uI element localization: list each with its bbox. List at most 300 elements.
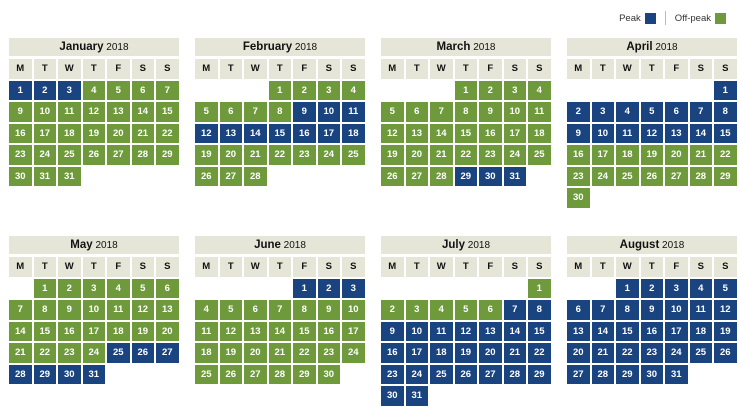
month-header [9,38,179,56]
day-cell-peak[interactable]: 23 [641,343,664,363]
day-cell-offpeak[interactable]: 11 [195,322,218,342]
day-cell-offpeak[interactable]: 11 [107,300,130,320]
day-cell-offpeak[interactable]: 21 [244,145,267,165]
day-cell-peak[interactable]: 1 [293,279,316,299]
day-cell-offpeak[interactable]: 24 [318,145,341,165]
day-cell-offpeak[interactable]: 23 [479,145,502,165]
day-cell-offpeak[interactable]: 6 [244,300,267,320]
day-cell-offpeak[interactable]: 1 [34,279,57,299]
day-cell-offpeak[interactable]: 28 [244,167,267,187]
day-cell-peak[interactable]: 1 [714,81,737,101]
day-cell-offpeak[interactable]: 17 [34,124,57,144]
day-cell-offpeak[interactable]: 19 [83,124,106,144]
day-cell-peak[interactable]: 9 [381,322,404,342]
day-cell-offpeak[interactable]: 15 [293,322,316,342]
day-cell-peak[interactable]: 27 [479,365,502,385]
day-cell-offpeak[interactable]: 5 [220,300,243,320]
day-cell-peak[interactable]: 7 [592,300,615,320]
day-cell-offpeak[interactable]: 8 [269,102,292,122]
day-cell-offpeak[interactable]: 19 [220,343,243,363]
day-cell-peak[interactable]: 31 [504,167,527,187]
blank-cell [430,279,453,299]
day-cell-offpeak[interactable]: 5 [455,300,478,320]
day-cell-peak[interactable]: 6 [567,300,590,320]
day-cell-offpeak[interactable]: 10 [34,102,57,122]
day-cell-peak[interactable]: 3 [342,279,365,299]
day-grid [567,257,737,384]
day-cell-offpeak[interactable]: 3 [83,279,106,299]
weekday-header: T [220,59,243,79]
legend-peak-label: Peak [619,12,641,24]
blank-cell [455,279,478,299]
day-cell-offpeak[interactable]: 2 [293,81,316,101]
day-cell-offpeak[interactable]: 31 [34,167,57,187]
day-cell-offpeak[interactable]: 9 [58,300,81,320]
day-cell-peak[interactable]: 3 [58,81,81,101]
day-cell-peak[interactable]: 13 [567,322,590,342]
day-cell-offpeak[interactable]: 17 [504,124,527,144]
day-cell-offpeak[interactable]: 10 [342,300,365,320]
weekday-header: T [592,257,615,277]
day-cell-offpeak[interactable]: 4 [83,81,106,101]
day-cell-offpeak[interactable]: 20 [244,343,267,363]
day-cell-peak[interactable]: 8 [616,300,639,320]
day-cell-peak[interactable]: 2 [567,102,590,122]
blank-cell [195,81,218,101]
day-cell-offpeak[interactable]: 7 [9,300,32,320]
day-cell-peak[interactable]: 18 [342,124,365,144]
blank-cell [244,279,267,299]
day-cell-peak[interactable]: 27 [567,365,590,385]
weekday-header: T [34,59,57,79]
day-cell-peak[interactable]: 29 [455,167,478,187]
day-cell-offpeak[interactable]: 5 [107,81,130,101]
day-cell-offpeak[interactable]: 1 [269,81,292,101]
day-cell-offpeak[interactable]: 28 [690,167,713,187]
day-cell-peak[interactable]: 1 [9,81,32,101]
day-cell-offpeak[interactable]: 26 [83,145,106,165]
day-cell-offpeak[interactable]: 21 [690,145,713,165]
day-cell-offpeak[interactable]: 15 [455,124,478,144]
day-cell-peak[interactable]: 12 [641,124,664,144]
day-cell-offpeak[interactable]: 18 [195,343,218,363]
day-cell-offpeak[interactable]: 30 [9,167,32,187]
day-cell-offpeak[interactable]: 13 [406,124,429,144]
day-cell-offpeak[interactable]: 29 [156,145,179,165]
day-cell-offpeak[interactable]: 25 [342,145,365,165]
weekday-header: S [342,257,365,277]
day-cell-offpeak[interactable]: 15 [34,322,57,342]
day-cell-peak[interactable]: 10 [665,300,688,320]
month-year: 2018 [280,240,306,251]
day-cell-offpeak[interactable]: 29 [714,167,737,187]
day-cell-offpeak[interactable]: 12 [132,300,155,320]
day-cell-offpeak[interactable]: 12 [83,102,106,122]
month-year: 2018 [470,42,496,53]
day-cell-offpeak[interactable]: 22 [34,343,57,363]
day-cell-peak[interactable]: 17 [406,343,429,363]
day-cell-peak[interactable]: 25 [690,343,713,363]
day-cell-offpeak[interactable]: 6 [156,279,179,299]
day-cell-offpeak[interactable]: 3 [504,81,527,101]
day-cell-peak[interactable]: 4 [616,102,639,122]
day-cell-offpeak[interactable]: 30 [567,188,590,208]
day-cell-offpeak[interactable]: 24 [342,343,365,363]
month-header [567,236,737,254]
day-cell-peak[interactable]: 11 [342,102,365,122]
day-cell-offpeak[interactable]: 27 [406,167,429,187]
day-cell-offpeak[interactable]: 19 [381,145,404,165]
day-cell-offpeak[interactable]: 14 [269,322,292,342]
month-name: March [436,41,471,53]
weekday-header: T [83,59,106,79]
day-cell-peak[interactable]: 17 [665,322,688,342]
day-cell-offpeak[interactable]: 8 [455,102,478,122]
day-cell-peak[interactable]: 16 [293,124,316,144]
day-cell-peak[interactable]: 31 [83,365,106,385]
month-year: 2018 [292,42,318,53]
day-cell-offpeak[interactable]: 18 [107,322,130,342]
day-cell-offpeak[interactable]: 26 [641,167,664,187]
day-cell-offpeak[interactable]: 14 [430,124,453,144]
weekday-header: F [479,59,502,79]
day-cell-offpeak[interactable]: 24 [592,167,615,187]
day-cell-offpeak[interactable]: 24 [83,343,106,363]
day-cell-peak[interactable]: 27 [156,343,179,363]
month-july [381,236,551,406]
day-cell-offpeak[interactable]: 3 [406,300,429,320]
day-cell-peak[interactable]: 9 [293,102,316,122]
day-cell-offpeak[interactable]: 17 [83,322,106,342]
day-cell-offpeak[interactable]: 28 [132,145,155,165]
day-cell-offpeak[interactable]: 9 [9,102,32,122]
weekday-header: S [318,257,341,277]
day-cell-offpeak[interactable]: 13 [107,102,130,122]
month-year: 2018 [659,240,685,251]
day-cell-offpeak[interactable]: 17 [592,145,615,165]
day-cell-offpeak[interactable]: 15 [156,102,179,122]
day-cell-offpeak[interactable]: 27 [244,365,267,385]
day-cell-peak[interactable]: 31 [406,386,429,406]
day-cell-peak[interactable]: 30 [479,167,502,187]
day-cell-offpeak[interactable]: 2 [479,81,502,101]
legend-offpeak-swatch [715,13,726,24]
day-cell-offpeak[interactable]: 23 [567,167,590,187]
day-cell-offpeak[interactable]: 25 [195,365,218,385]
day-cell-peak[interactable]: 10 [592,124,615,144]
day-cell-offpeak[interactable]: 13 [156,300,179,320]
blank-cell [220,81,243,101]
day-cell-offpeak[interactable]: 7 [156,81,179,101]
day-cell-peak[interactable]: 7 [690,102,713,122]
blank-cell [592,81,615,101]
day-cell-peak[interactable]: 23 [381,365,404,385]
day-cell-offpeak[interactable]: 24 [504,145,527,165]
month-header [567,38,737,56]
weekday-header: W [244,257,267,277]
day-cell-peak[interactable]: 4 [690,279,713,299]
weekday-header: S [714,257,737,277]
day-cell-offpeak[interactable]: 11 [528,102,551,122]
day-cell-offpeak[interactable]: 25 [58,145,81,165]
day-cell-offpeak[interactable]: 28 [269,365,292,385]
day-cell-peak[interactable]: 16 [641,322,664,342]
day-cell-peak[interactable]: 20 [479,343,502,363]
weekday-header: T [455,59,478,79]
day-cell-peak[interactable]: 28 [504,365,527,385]
day-cell-peak[interactable]: 26 [455,365,478,385]
day-cell-offpeak[interactable]: 22 [293,343,316,363]
day-cell-peak[interactable]: 14 [592,322,615,342]
day-cell-offpeak[interactable]: 16 [479,124,502,144]
day-cell-peak[interactable]: 25 [430,365,453,385]
day-cell-peak[interactable]: 6 [665,102,688,122]
day-cell-offpeak[interactable]: 31 [58,167,81,187]
day-cell-peak[interactable]: 18 [430,343,453,363]
day-cell-peak[interactable]: 12 [714,300,737,320]
day-cell-peak[interactable]: 14 [244,124,267,144]
month-name: April [626,41,653,53]
day-cell-offpeak[interactable]: 19 [132,322,155,342]
day-cell-peak[interactable]: 3 [665,279,688,299]
day-cell-peak[interactable]: 7 [504,300,527,320]
month-january [9,38,179,186]
day-cell-offpeak[interactable]: 9 [318,300,341,320]
blank-cell [406,279,429,299]
day-cell-peak[interactable]: 11 [616,124,639,144]
day-cell-peak[interactable]: 28 [592,365,615,385]
day-cell-offpeak[interactable]: 21 [269,343,292,363]
day-cell-peak[interactable]: 21 [592,343,615,363]
day-cell-peak[interactable]: 14 [690,124,713,144]
blank-cell [381,279,404,299]
month-name: January [59,41,104,53]
day-cell-offpeak[interactable]: 12 [381,124,404,144]
day-cell-offpeak[interactable]: 20 [156,322,179,342]
day-cell-offpeak[interactable]: 14 [9,322,32,342]
day-cell-peak[interactable]: 22 [528,343,551,363]
day-cell-offpeak[interactable]: 8 [34,300,57,320]
day-cell-offpeak[interactable]: 16 [567,145,590,165]
day-cell-offpeak[interactable]: 23 [9,145,32,165]
day-cell-offpeak[interactable]: 7 [269,300,292,320]
day-cell-offpeak[interactable]: 3 [318,81,341,101]
day-cell-peak[interactable]: 13 [665,124,688,144]
day-cell-peak[interactable]: 13 [479,322,502,342]
day-cell-peak[interactable]: 30 [381,386,404,406]
blank-cell [665,81,688,101]
day-cell-peak[interactable]: 15 [528,322,551,342]
weekday-header: W [58,59,81,79]
day-cell-offpeak[interactable]: 26 [381,167,404,187]
day-cell-peak[interactable]: 15 [714,124,737,144]
day-cell-offpeak[interactable]: 20 [107,124,130,144]
weekday-header: T [406,59,429,79]
day-cell-peak[interactable]: 29 [528,365,551,385]
day-cell-offpeak[interactable]: 10 [504,102,527,122]
day-cell-peak[interactable]: 12 [195,124,218,144]
blank-cell [220,279,243,299]
day-cell-peak[interactable]: 11 [690,300,713,320]
day-cell-offpeak[interactable]: 26 [195,167,218,187]
day-cell-offpeak[interactable]: 23 [293,145,316,165]
day-cell-offpeak[interactable]: 6 [479,300,502,320]
weekday-header: T [592,59,615,79]
day-cell-peak[interactable]: 1 [616,279,639,299]
day-cell-offpeak[interactable]: 13 [244,322,267,342]
day-cell-peak[interactable]: 9 [641,300,664,320]
day-cell-peak[interactable]: 5 [714,279,737,299]
day-cell-peak[interactable]: 20 [567,343,590,363]
weekday-header: F [665,257,688,277]
blank-cell [504,279,527,299]
day-cell-peak[interactable]: 12 [455,322,478,342]
day-cell-peak[interactable]: 3 [592,102,615,122]
day-cell-peak[interactable]: 18 [690,322,713,342]
day-cell-offpeak[interactable]: 29 [293,365,316,385]
day-cell-peak[interactable]: 2 [641,279,664,299]
day-cell-offpeak[interactable]: 25 [616,167,639,187]
day-cell-peak[interactable]: 24 [406,365,429,385]
day-cell-offpeak[interactable]: 5 [132,279,155,299]
day-cell-offpeak[interactable]: 10 [83,300,106,320]
day-cell-offpeak[interactable]: 4 [107,279,130,299]
day-cell-peak[interactable]: 9 [567,124,590,144]
day-cell-offpeak[interactable]: 22 [156,124,179,144]
day-cell-peak[interactable]: 10 [406,322,429,342]
day-cell-offpeak[interactable]: 28 [430,167,453,187]
day-cell-peak[interactable]: 29 [616,365,639,385]
day-cell-offpeak[interactable]: 21 [9,343,32,363]
day-cell-peak[interactable]: 26 [714,343,737,363]
day-cell-peak[interactable]: 17 [318,124,341,144]
day-cell-peak[interactable]: 28 [9,365,32,385]
day-cell-offpeak[interactable]: 26 [220,365,243,385]
day-cell-offpeak[interactable]: 30 [318,365,341,385]
month-february [195,38,365,186]
day-cell-offpeak[interactable]: 1 [455,81,478,101]
month-august [567,236,737,384]
day-cell-peak[interactable]: 22 [616,343,639,363]
day-cell-peak[interactable]: 5 [641,102,664,122]
day-cell-peak[interactable]: 11 [430,322,453,342]
day-cell-peak[interactable]: 26 [132,343,155,363]
day-cell-offpeak[interactable]: 4 [430,300,453,320]
day-cell-offpeak[interactable]: 7 [244,102,267,122]
day-cell-offpeak[interactable]: 17 [342,322,365,342]
blank-cell [195,279,218,299]
day-cell-peak[interactable]: 2 [318,279,341,299]
day-cell-offpeak[interactable]: 27 [665,167,688,187]
day-cell-peak[interactable]: 19 [714,322,737,342]
blank-cell [641,81,664,101]
day-cell-peak[interactable]: 29 [34,365,57,385]
day-cell-peak[interactable]: 25 [107,343,130,363]
day-cell-peak[interactable]: 15 [616,322,639,342]
day-cell-offpeak[interactable]: 23 [58,343,81,363]
day-cell-offpeak[interactable]: 6 [220,102,243,122]
month-name: May [70,239,93,251]
day-cell-peak[interactable]: 30 [58,365,81,385]
weekday-header: M [9,59,32,79]
day-cell-offpeak[interactable]: 21 [132,124,155,144]
day-cell-peak[interactable]: 24 [665,343,688,363]
day-cell-offpeak[interactable]: 16 [58,322,81,342]
day-cell-offpeak[interactable]: 22 [455,145,478,165]
day-grid [381,59,551,186]
day-cell-offpeak[interactable]: 5 [381,102,404,122]
weekday-header: W [430,59,453,79]
day-cell-offpeak[interactable]: 16 [318,322,341,342]
day-cell-peak[interactable]: 16 [381,343,404,363]
day-cell-peak[interactable]: 8 [528,300,551,320]
day-cell-offpeak[interactable]: 18 [616,145,639,165]
blank-cell [9,279,32,299]
day-cell-offpeak[interactable]: 2 [58,279,81,299]
day-cell-offpeak[interactable]: 8 [293,300,316,320]
day-cell-offpeak[interactable]: 20 [220,145,243,165]
day-cell-peak[interactable]: 19 [455,343,478,363]
day-cell-offpeak[interactable]: 27 [220,167,243,187]
day-cell-peak[interactable]: 14 [504,322,527,342]
day-cell-peak[interactable]: 8 [714,102,737,122]
month-june [195,236,365,384]
day-cell-offpeak[interactable]: 18 [528,124,551,144]
day-cell-offpeak[interactable]: 6 [132,81,155,101]
day-cell-peak[interactable]: 15 [269,124,292,144]
weekday-header: S [528,257,551,277]
day-cell-offpeak[interactable]: 22 [714,145,737,165]
day-cell-offpeak[interactable]: 27 [107,145,130,165]
day-cell-offpeak[interactable]: 1 [528,279,551,299]
month-name: July [441,239,465,251]
day-cell-offpeak[interactable]: 4 [528,81,551,101]
day-cell-offpeak[interactable]: 4 [195,300,218,320]
month-year: 2018 [464,240,491,251]
day-cell-offpeak[interactable]: 2 [381,300,404,320]
month-header [381,38,551,56]
weekday-header: S [132,59,155,79]
day-cell-offpeak[interactable]: 25 [528,145,551,165]
day-cell-offpeak[interactable]: 23 [318,343,341,363]
day-cell-offpeak[interactable]: 7 [430,102,453,122]
day-cell-offpeak[interactable]: 6 [406,102,429,122]
day-cell-peak[interactable]: 13 [220,124,243,144]
day-cell-offpeak[interactable]: 20 [665,145,688,165]
weekday-header: S [156,257,179,277]
day-cell-peak[interactable]: 2 [34,81,57,101]
day-cell-offpeak[interactable]: 14 [132,102,155,122]
day-cell-offpeak[interactable]: 24 [34,145,57,165]
day-cell-offpeak[interactable]: 21 [430,145,453,165]
day-cell-offpeak[interactable]: 16 [9,124,32,144]
day-cell-offpeak[interactable]: 11 [58,102,81,122]
day-cell-peak[interactable]: 30 [641,365,664,385]
day-cell-offpeak[interactable]: 12 [220,322,243,342]
day-cell-peak[interactable]: 10 [318,102,341,122]
day-cell-peak[interactable]: 31 [665,365,688,385]
day-cell-offpeak[interactable]: 18 [58,124,81,144]
day-cell-offpeak[interactable]: 5 [195,102,218,122]
weekday-header: S [690,257,713,277]
day-cell-offpeak[interactable]: 4 [342,81,365,101]
day-cell-offpeak[interactable]: 9 [479,102,502,122]
day-cell-offpeak[interactable]: 22 [269,145,292,165]
day-cell-offpeak[interactable]: 20 [406,145,429,165]
day-cell-offpeak[interactable]: 19 [641,145,664,165]
day-cell-offpeak[interactable]: 19 [195,145,218,165]
day-cell-peak[interactable]: 21 [504,343,527,363]
